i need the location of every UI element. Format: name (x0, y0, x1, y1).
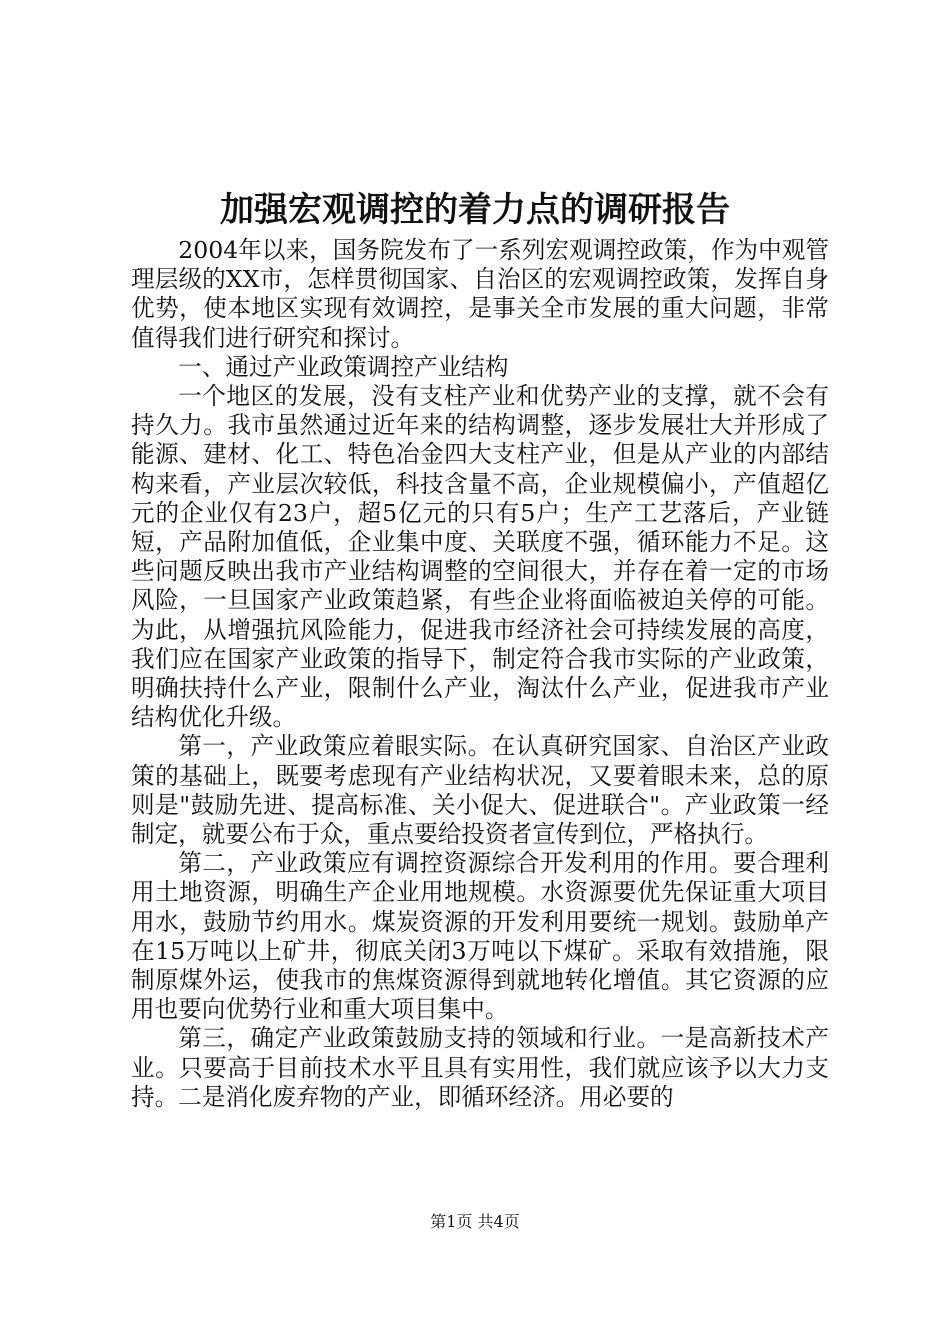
paragraph-second: 第二，产业政策应有调控资源综合开发利用的作用。要合理利用土地资源，明确生产企业用地规模。水资源要优先保证重大项目用水，鼓励节约用水。煤炭资源的开发利用要统一规划。鼓励单产在15万吨以上矿井，彻底关闭3万吨以下煤矿。采取有效措施，限制原煤外运，使我市的焦煤资源得到就地转化增值。其它资源的应用也要向优势行业和重大项目集中。 (131, 849, 829, 1024)
paragraph-first: 第一，产业政策应着眼实际。在认真研究国家、自治区产业政策的基础上，既要考虑现有产业结构状况，又要着眼未来，总的原则是"鼓励先进、提高标准、关小促大、促进联合"。产业政策一经制定，就要公布于众，重点要给投资者宣传到位，严格执行。 (131, 732, 829, 849)
document-body (131, 236, 829, 1112)
paragraph-third: 第三，确定产业政策鼓励支持的领域和行业。一是高新技术产业。只要高于目前技术水平且具有实用性，我们就应该予以大力支持。二是消化废弃物的产业，即循环经济。用必要的 (131, 1024, 829, 1111)
section-heading: 一、通过产业政策调控产业结构 (178, 352, 509, 381)
page-footer: 第1页 共4页 (430, 1212, 520, 1231)
paragraph-intro: 2004年以来，国务院发布了一系列宏观调控政策，作为中观管理层级的XX市，怎样贯彻国家、自治区的宏观调控政策，发挥自身优势，使本地区实现有效调控，是事关全市发展的重大问题，非常值得我们进行研究和探讨。 (131, 236, 829, 352)
document-title: 加强宏观调控的着力点的调研报告 (220, 190, 730, 230)
paragraph-background: 一个地区的发展，没有支柱产业和优势产业的支撑，就不会有持久力。我市虽然通过近年来的结构调整，逐步发展壮大并形成了能源、建材、化工、特色冶金四大支柱产业，但是从产业的内部结构来看，产业层次较低，科技含量不高，企业规模偏小，产值超亿元的企业仅有23户，超5亿元的只有5户；生产工艺落后，产业链短，产品附加值低，企业集中度、关联度不强，循环能力不足。这些问题反映出我市产业结构调整的空间很大，并存在着一定的市场风险，一旦国家产业政策趋紧，有些企业将面临被迫关停的可能。为此，从增强抗风险能力，促进我市经济社会可持续发展的高度，我们应在国家产业政策的指导下，制定符合我市实际的产业政策，明确扶持什么产业，限制什么产业，淘汰什么产业，促进我市产业结构优化升级。 (131, 382, 829, 732)
